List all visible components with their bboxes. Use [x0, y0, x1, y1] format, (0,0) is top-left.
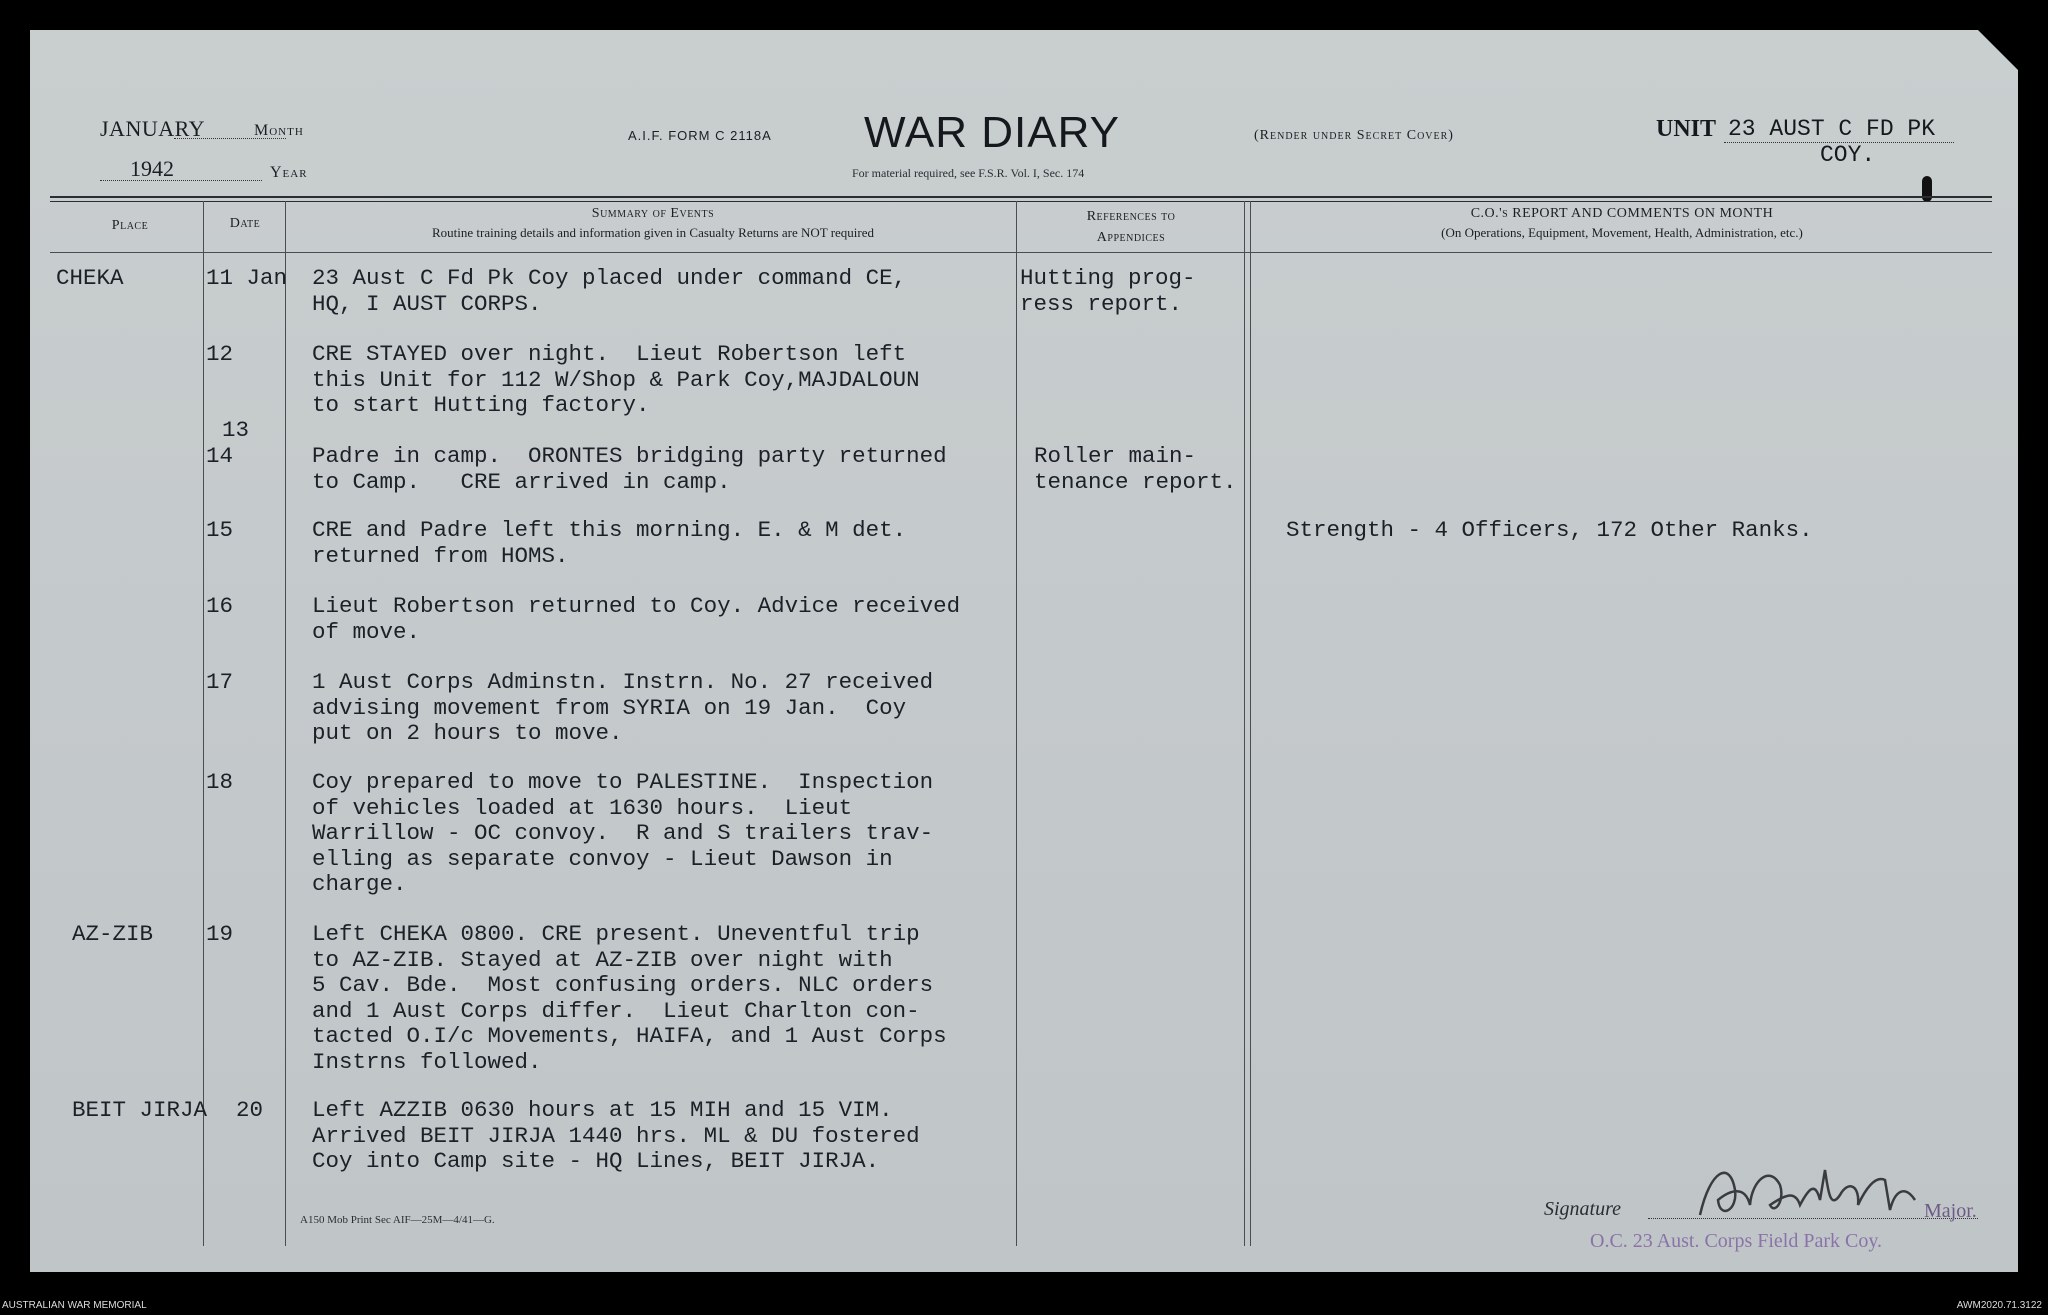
- entry-date: 13: [222, 417, 250, 443]
- entry-date: 15: [206, 517, 234, 543]
- page-title: WAR DIARY: [864, 108, 1120, 157]
- header-rule-thin: [50, 201, 1992, 202]
- entry-summary: Left AZZIB 0630 hours at 15 MIH and 15 VIM. Arrived BEIT JIRJA 1440 hrs. ML & DU fostered Coy into Camp site - HQ Lines, BEIT JIRJA.: [312, 1097, 920, 1174]
- entry-date: 11 Jan: [206, 265, 288, 291]
- entry-summary: CRE STAYED over night. Lieut Robertson left this Unit for 112 W/Shop & Park Coy,MAJDALOUN to start Hutting factory.: [312, 341, 920, 418]
- archive-reference: AWM2020.71.3122: [1956, 1300, 2042, 1311]
- punch-hole: [1922, 176, 1932, 202]
- summary-heading: Summary of Events: [591, 206, 715, 221]
- entry-summary: 23 Aust C Fd Pk Coy placed under command CE, HQ, I AUST CORPS.: [312, 265, 907, 317]
- entry-date: 20: [236, 1097, 264, 1123]
- column-divider-summary: [1016, 201, 1017, 1246]
- unit-value-line2: COY.: [1820, 142, 1876, 168]
- entry-summary: CRE and Padre left this morning. E. & M det. returned from HOMS.: [312, 517, 907, 569]
- column-header-references: [1018, 206, 1244, 248]
- unit-value: 23 AUST C FD PK: [1728, 116, 1936, 142]
- co-subheading: (On Operations, Equipment, Movement, Health, Administration, etc.): [1441, 225, 1803, 240]
- entry-date: 17: [206, 669, 234, 695]
- signature-label: Signature: [1544, 1198, 1622, 1220]
- column-header-rule: [50, 252, 1992, 253]
- signature-rank: Major.: [1924, 1200, 1977, 1222]
- archive-credit: AUSTRALIAN WAR MEMORIAL: [2, 1300, 147, 1311]
- entry-date: 16: [206, 593, 234, 619]
- entry-place: BEIT JIRJA: [72, 1097, 208, 1123]
- entry-summary: Padre in camp. ORONTES bridging party returned to Camp. CRE arrived in camp.: [312, 443, 947, 495]
- entry-summary: 1 Aust Corps Adminstn. Instrn. No. 27 received advising movement from SYRIA on 19 Jan. Coy put on 2 hours to move.: [312, 669, 934, 746]
- summary-subheading: Routine training details and information given in Casualty Returns are NOT required: [431, 225, 875, 240]
- entry-place: CHEKA: [56, 265, 124, 291]
- year-label: Year: [270, 164, 308, 181]
- refs-heading-1: References to: [1086, 209, 1176, 224]
- column-header-summary: [290, 206, 1016, 241]
- refs-heading-2: Appendices: [1096, 230, 1166, 245]
- entry-reference: Hutting prog- ress report.: [1020, 265, 1196, 317]
- month-label: Month: [254, 122, 304, 139]
- entry-place: AZ-ZIB: [72, 921, 154, 947]
- co-comment: Strength - 4 Officers, 172 Other Ranks.: [1286, 517, 1813, 543]
- year-dotted-line: [100, 180, 262, 181]
- month-dotted-line: [174, 138, 286, 139]
- folded-corner: [1978, 30, 2018, 70]
- print-note: A150 Mob Print Sec AIF—25M—4/41—G.: [300, 1214, 495, 1226]
- entry-summary: Coy prepared to move to PALESTINE. Inspection of vehicles loaded at 1630 hours. Lieut Warrillow - OC convoy. R and S trailers trav- elling as separate convoy - Lieut Dawson in charge.: [312, 769, 934, 897]
- entry-date: 19: [206, 921, 234, 947]
- entry-summary: Lieut Robertson returned to Coy. Advice received of move.: [312, 593, 961, 645]
- co-heading: C.O.'s REPORT AND COMMENTS ON MONTH: [1470, 206, 1774, 221]
- render-note: (Render under Secret Cover): [1254, 128, 1454, 143]
- column-header-date: Date: [229, 216, 261, 231]
- header-rule: [50, 196, 1992, 198]
- column-header-co-report: [1252, 206, 1992, 241]
- column-divider-refs-double: [1250, 201, 1251, 1246]
- column-header-place: Place: [111, 218, 149, 233]
- column-divider-place: [203, 201, 204, 1246]
- page-subtitle: For material required, see F.S.R. Vol. I, Sec. 174: [852, 166, 1085, 180]
- entry-reference: Roller main- tenance report.: [1034, 443, 1237, 495]
- unit-stamp: O.C. 23 Aust. Corps Field Park Coy.: [1590, 1230, 1883, 1252]
- entry-date: 14: [206, 443, 234, 469]
- unit-label: UNIT: [1656, 116, 1717, 142]
- form-code: A.I.F. FORM C 2118A: [628, 128, 772, 143]
- column-divider-date: [285, 201, 286, 1246]
- month-value: JANUARY: [100, 116, 205, 141]
- handwritten-signature: [1690, 1150, 1920, 1230]
- entry-date: 12: [206, 341, 234, 367]
- year-value: 1942: [130, 156, 174, 181]
- entry-date: 18: [206, 769, 234, 795]
- column-divider-refs: [1244, 201, 1245, 1246]
- entry-summary: Left CHEKA 0800. CRE present. Uneventful trip to AZ-ZIB. Stayed at AZ-ZIB over night with 5 Cav. Bde. Most confusing orders. NLC orders and 1 Aust Corps differ. Lieut Charlton con- tacted O.I/c Movements, HAIFA, and 1 Aust Corps Instrns followed.: [312, 921, 947, 1075]
